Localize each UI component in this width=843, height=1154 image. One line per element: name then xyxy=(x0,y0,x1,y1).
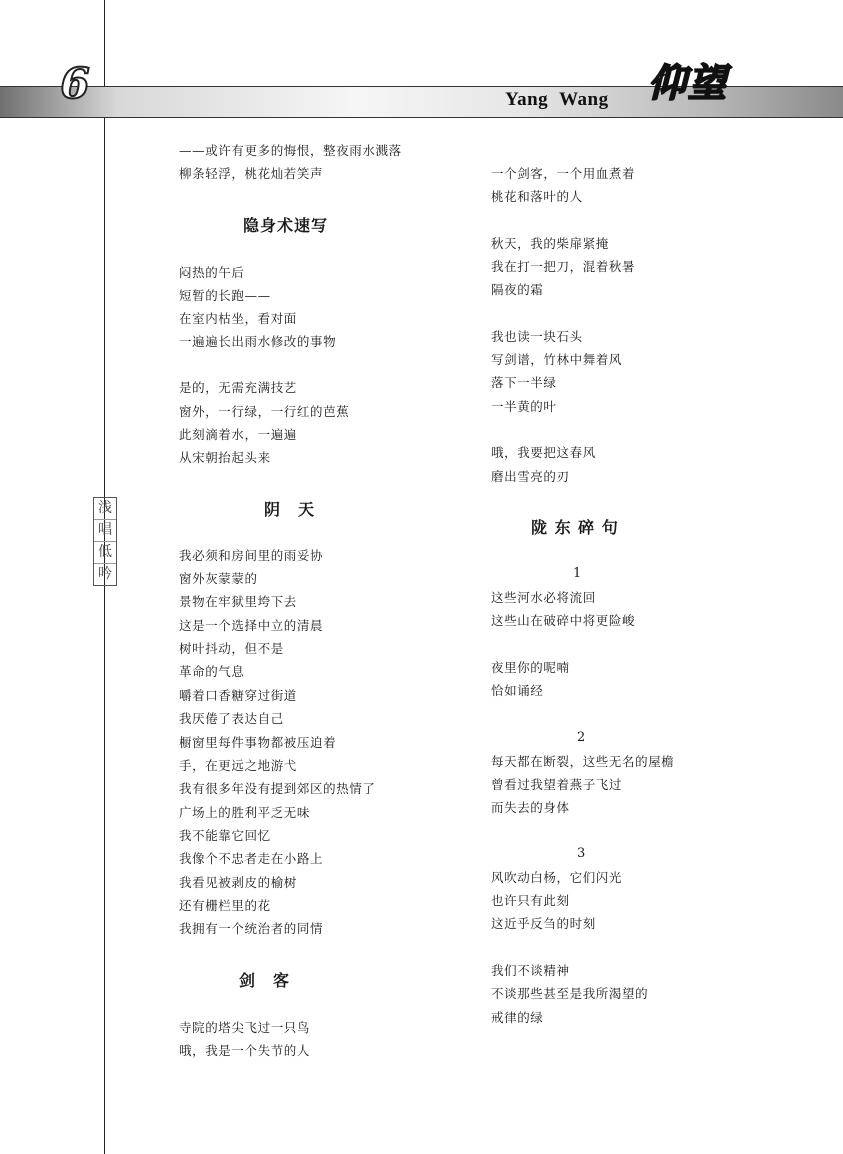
poem-line: 嚼着口香糖穿过街道 xyxy=(179,688,297,703)
poem-title: 陇 东 碎 句 xyxy=(531,518,619,537)
section-tag xyxy=(93,497,117,586)
poem-title: 阴 天 xyxy=(264,500,316,519)
poem-line: 也许只有此刻 xyxy=(491,893,570,908)
poem-line: 桃花和落叶的人 xyxy=(491,189,583,204)
section-tag-char: 吟 xyxy=(98,566,112,582)
poem-line: 哦，我是一个失节的人 xyxy=(179,1043,311,1058)
poem-line: 而失去的身体 xyxy=(491,800,570,815)
poem-title: 剑 客 xyxy=(239,971,291,990)
section-number: 3 xyxy=(577,846,586,861)
poem-line: 一个剑客，一个用血煮着 xyxy=(491,166,636,181)
section-tag-char: 低 xyxy=(94,542,116,564)
poem-line: 橱窗里每件事物都被压迫着 xyxy=(179,735,337,750)
poem-line: 手，在更远之地游弋 xyxy=(179,758,297,773)
poem-line: 磨出雪亮的刃 xyxy=(491,469,570,484)
poem-line: 秋天，我的柴扉紧掩 xyxy=(491,236,609,251)
poem-line: 我像个不忠者走在小路上 xyxy=(179,851,324,866)
poem-line: 我看见被剥皮的榆树 xyxy=(179,875,297,890)
poem-line: 还有栅栏里的花 xyxy=(179,898,271,913)
poem-line: 在室内枯坐，看对面 xyxy=(179,311,297,326)
poem-line: 夜里你的呢喃 xyxy=(491,660,570,675)
poem-line: 我厌倦了表达自己 xyxy=(179,711,284,726)
section-number: 2 xyxy=(577,730,586,745)
poem-line: 一半黄的叶 xyxy=(491,399,557,414)
header-title-en: Yang Wang xyxy=(505,89,609,110)
poem-title: 隐身术速写 xyxy=(243,216,329,235)
poem-line: 短暂的长跑—— xyxy=(179,288,271,303)
poem-line: 广场上的胜利平乏无味 xyxy=(179,805,311,820)
page-number: 6 xyxy=(60,59,90,108)
poem-line: 寺院的塔尖飞过一只鸟 xyxy=(179,1020,311,1035)
poem-line: 树叶抖动，但不是 xyxy=(179,641,284,656)
poem-line: 风吹动白杨，它们闪光 xyxy=(491,870,623,885)
poem-line: 窗外，一行绿，一行红的芭蕉 xyxy=(179,404,350,419)
poem-line: 这些山在破碎中将更险峻 xyxy=(491,613,636,628)
intro-line: ——或许有更多的悔恨，整夜雨水溅落 xyxy=(179,143,402,158)
poem-line: 这些河水必将流回 xyxy=(491,590,596,605)
poem-line: 每天都在断裂，这些无名的屋檐 xyxy=(491,754,675,769)
section-number: 1 xyxy=(573,566,582,581)
poem-line: 这近乎反刍的时刻 xyxy=(491,916,596,931)
poem-line: 我在打一把刀，混着秋暑 xyxy=(491,259,636,274)
poem-line: 不谈那些甚至是我所渴望的 xyxy=(491,986,649,1001)
poem-line: 我必须和房间里的雨妥协 xyxy=(179,548,324,563)
poem-line: 戒律的绿 xyxy=(491,1010,544,1025)
intro-line: 柳条轻浮，桃花灿若笑声 xyxy=(179,166,324,181)
poem-line: 恰如诵经 xyxy=(491,683,544,698)
poem-line: 这是一个选择中立的清晨 xyxy=(179,618,324,633)
poem-line: 哦，我要把这春风 xyxy=(491,445,596,460)
poem-line: 是的，无需充满技艺 xyxy=(179,380,297,395)
poem-line: 此刻滴着水，一遍遍 xyxy=(179,427,297,442)
poem-line: 我也读一块石头 xyxy=(491,329,583,344)
poem-line: 落下一半绿 xyxy=(491,375,557,390)
poem-line: 我们不谈精神 xyxy=(491,963,570,978)
poem-line: 闷热的午后 xyxy=(179,265,245,280)
poem-line: 从宋朝抬起头来 xyxy=(179,450,271,465)
header-title-cn: 仰望 xyxy=(648,61,729,105)
section-tag-char: 浅 xyxy=(94,498,116,520)
poem-line: 隔夜的霜 xyxy=(491,282,544,297)
poem-line: 革命的气息 xyxy=(179,664,245,679)
poem-line: 曾看过我望着燕子飞过 xyxy=(491,777,623,792)
section-tag-char: 唱 xyxy=(94,520,116,542)
poem-line: 写剑谱，竹林中舞着风 xyxy=(491,352,623,367)
poem-line: 一遍遍长出雨水修改的事物 xyxy=(179,334,337,349)
poem-line: 我有很多年没有提到郊区的热情了 xyxy=(179,781,376,796)
poem-line: 景物在牢狱里垮下去 xyxy=(179,594,297,609)
poem-line: 窗外灰蒙蒙的 xyxy=(179,571,258,586)
poem-line: 我拥有一个统治者的同情 xyxy=(179,921,324,936)
poem-line: 我不能靠它回忆 xyxy=(179,828,271,843)
